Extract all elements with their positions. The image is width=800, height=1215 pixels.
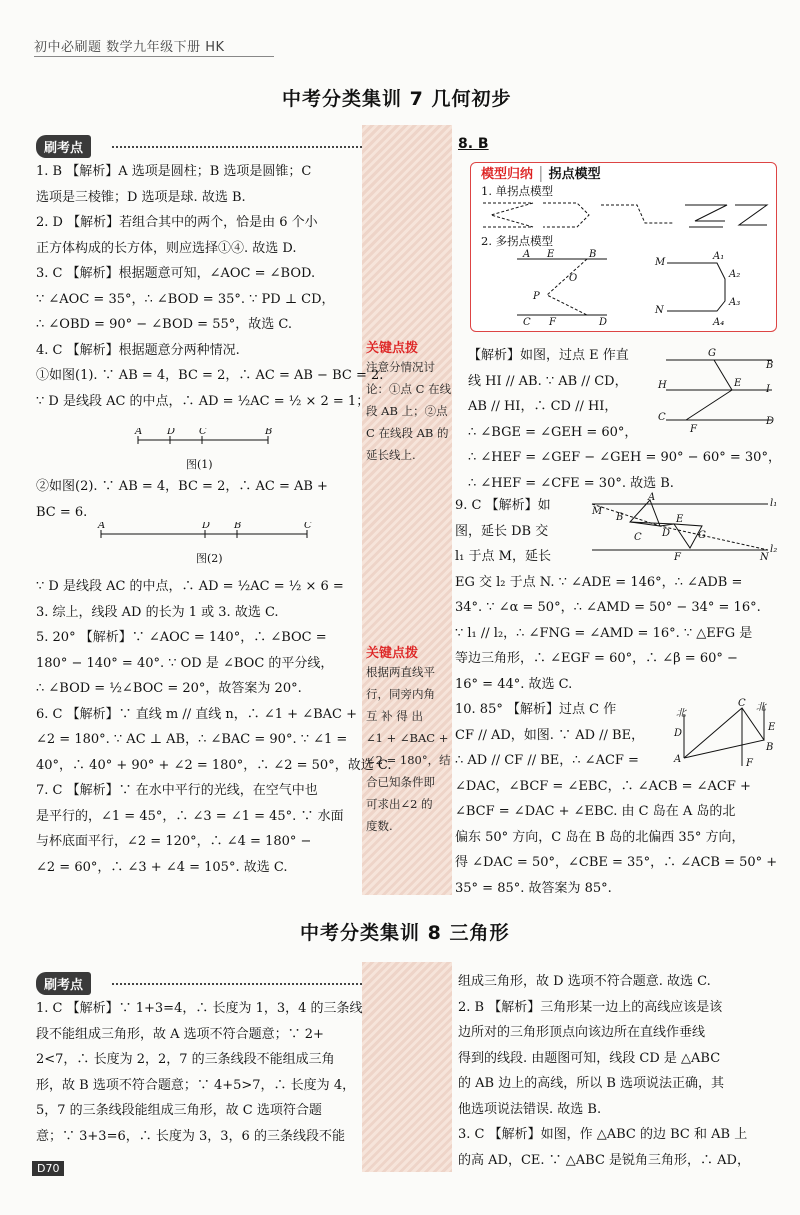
text-line: AB // HI，∴ CD // HI，	[468, 399, 618, 414]
svg-text:C: C	[634, 532, 642, 543]
text-line: 偏东 50° 方向，C 岛在 B 岛的北偏西 35° 方向，	[455, 829, 745, 845]
text-line: 等边三角形，∴ ∠EGF = 60°，∴ ∠β = 60° −	[455, 651, 738, 666]
svg-text:A₄: A₄	[713, 317, 725, 327]
key-tip-1-title: 关键点拨	[366, 341, 419, 356]
svg-text:D: D	[599, 317, 608, 327]
text-line: ∵ D 是线段 AC 的中点，∴ AD = ½AC = ½ × 2 = 1；	[36, 393, 370, 409]
svg-text:N: N	[760, 552, 769, 563]
model-summary-header: 模型归纳 | 拐点模型	[481, 163, 601, 182]
key-tip-2-body	[366, 661, 451, 837]
text-line: ∴ ∠BGE = ∠GEH = 60°，	[468, 424, 638, 440]
tip-line: C 在线段 AB 的	[366, 426, 449, 440]
section-8-left-text	[36, 996, 363, 1149]
svg-text:l₁: l₁	[770, 498, 778, 509]
page-number: D70	[32, 1161, 64, 1176]
text-line: 40°，∴ 40° + 90° + ∠2 = 180°，∴ ∠2 = 50°，故选 C.	[36, 757, 392, 773]
text-line: ∠2 = 180°. ∵ AC ⊥ AB，∴ ∠BAC = 90°. ∵ ∠1 =	[36, 732, 348, 747]
text-line: CF // AD，如图. ∵ AD // BE，	[455, 727, 645, 743]
svg-text:I: I	[766, 384, 770, 395]
text-line: 段不能组成三角形，故 A 选项不符合题意；∵ 2+	[36, 1026, 324, 1042]
svg-text:C: C	[738, 698, 746, 709]
svg-text:M: M	[592, 506, 603, 517]
svg-text:l₂: l₂	[770, 544, 778, 555]
text-line: 得 ∠DAC = 50°，∠CBE = 35°，∴ ∠ACB = 50° +	[455, 855, 778, 870]
svg-text:G: G	[708, 348, 716, 359]
tip-line: ∠1 + ∠BAC +	[366, 731, 449, 745]
q8-answer: 8. B	[458, 136, 489, 152]
tip-line: 延长线上.	[366, 448, 416, 462]
text-line: EG 交 l₂ 于点 N. ∵ ∠ADE = 146°，∴ ∠ADB =	[455, 574, 743, 590]
model-title: 模型归纳	[481, 167, 534, 182]
text-line: l₁ 于点 M，延长	[455, 549, 551, 564]
text-line: 边所对的三角形顶点向该边所在直线作垂线	[458, 1025, 706, 1040]
text-line: 与杯底面平行，∠2 = 120°，∴ ∠4 = 180° −	[36, 834, 312, 849]
single-turn-figures	[477, 201, 772, 233]
text-line: 5. 20° 【解析】∵ ∠AOC = 140°，∴ ∠BOC =	[36, 630, 327, 645]
text-line: 是平行的，∠1 = 45°，∴ ∠3 = ∠1 = 45°. ∵ 水面	[36, 808, 344, 824]
text-line: ∴ ∠HEF = ∠GEF − ∠GEH = 90° − 60° = 30°，	[468, 450, 781, 465]
section-7-left-text-a	[36, 159, 383, 414]
svg-text:北: 北	[756, 702, 766, 713]
svg-text:E: E	[676, 514, 684, 525]
text-line: ∴ AD // CF // BE，∴ ∠ACF =	[455, 753, 639, 768]
svg-text:D: D	[766, 416, 775, 427]
model-subtitle: 拐点模型	[548, 167, 601, 182]
q8-figure	[652, 340, 780, 440]
text-line: 1. B 【解析】A 选项是圆柱；B 选项是圆锥；C	[36, 164, 312, 179]
text-line: 34°. ∵ ∠α = 50°，∴ ∠AMD = 50° − 34° = 16°.	[455, 600, 761, 615]
section-7-left-text-c	[36, 574, 391, 880]
text-line: 意；∵ 3+3=6，∴ 长度为 3，3，6 的三条线段不能	[36, 1128, 345, 1144]
text-line: ∴ ∠OBD = 90° − ∠BOD = 55°，故选 C.	[36, 317, 293, 332]
key-tip-1	[366, 337, 451, 466]
point-label: D	[167, 428, 176, 437]
margin-note-strip	[362, 962, 452, 1172]
text-line: ②如图(2). ∵ AB = 4，BC = 2，∴ AC = AB +	[36, 479, 328, 494]
svg-text:B: B	[616, 512, 624, 523]
svg-text:D: D	[674, 728, 683, 739]
tip-line: 段 AB 上；②点	[366, 404, 448, 418]
tip-line: 注意分情况讨	[366, 360, 435, 374]
figure-2-caption: 图(2)	[196, 552, 223, 565]
text-line: 正方体构成的长方体，则应选择①④. 故选 D.	[36, 240, 297, 256]
key-tip-1-body	[366, 356, 451, 466]
text-line: 【解析】如图，过点 E 作直	[468, 348, 629, 363]
text-line: 的高 AD，CE. ∵ △ABC 是锐角三角形，∴ AD，	[458, 1152, 750, 1168]
text-line: 3. C 【解析】如图，作 △ABC 的边 BC 和 AB 上	[458, 1127, 748, 1142]
running-header: 初中必刷题 数学九年级下册 HK	[34, 40, 225, 55]
svg-text:F: F	[674, 552, 681, 563]
text-line: ∵ ∠AOC = 35°，∴ ∠BOD = 35°. ∵ PD ⊥ CD，	[36, 291, 335, 307]
svg-text:A: A	[674, 754, 682, 765]
text-line: 180° − 140° = 40°. ∵ OD 是 ∠BOC 的平分线，	[36, 655, 334, 671]
text-line: 4. C 【解析】根据题意分两种情况.	[36, 342, 240, 358]
text-line: 3. 综上，线段 AD 的长为 1 或 3. 故选 C.	[36, 604, 279, 620]
svg-text:N: N	[655, 305, 664, 316]
point-label: A	[98, 522, 106, 531]
tip-line: 论：①点 C 在线	[366, 382, 452, 396]
badge-label: 刷考点	[36, 972, 91, 995]
svg-text:E: E	[768, 722, 776, 733]
svg-text:A₁: A₁	[713, 251, 725, 262]
text-line: 7. C 【解析】∵ 在水中平行的光线，在空气中也	[36, 783, 318, 798]
section-8-title: 中考分类集训 8 三角形	[300, 922, 510, 944]
svg-text:E: E	[547, 249, 555, 260]
svg-text:C: C	[523, 317, 531, 327]
model-summary-box	[470, 162, 777, 332]
svg-text:A: A	[648, 492, 656, 503]
svg-text:O: O	[569, 273, 578, 284]
text-line: 组成三角形，故 D 选项不符合题意. 故选 C.	[458, 974, 711, 989]
text-line: 线 HI // AB. ∵ AB // CD，	[468, 373, 628, 389]
text-line: 他选项说法错误. 故选 B.	[458, 1101, 602, 1117]
tip-line: 互 补 得 出	[366, 709, 423, 723]
svg-text:B: B	[766, 742, 774, 753]
tip-line: 度数.	[366, 819, 393, 833]
point-label: C	[304, 522, 312, 531]
text-line: 3. C 【解析】根据题意可知，∠AOC = ∠BOD.	[36, 266, 316, 281]
svg-text:P: P	[533, 291, 540, 302]
svg-text:C: C	[658, 412, 666, 423]
badge-label: 刷考点	[36, 135, 91, 158]
tip-line: 根据两直线平	[366, 665, 435, 679]
section-7-left-text-b	[36, 474, 328, 525]
header-rule	[34, 56, 274, 57]
tip-line: ∠2 = 180°，结	[366, 753, 451, 767]
point-label: A	[135, 428, 143, 437]
svg-text:H: H	[658, 380, 667, 391]
dotted-rule	[112, 983, 362, 985]
svg-text:G: G	[698, 530, 706, 541]
svg-text:F: F	[746, 758, 753, 769]
tip-line: 可求出∠2 的	[366, 797, 433, 811]
multi-turn-figures	[477, 249, 772, 327]
q10-figure	[672, 696, 780, 770]
text-line: 16° = 44°. 故选 C.	[455, 676, 573, 692]
point-label: B	[234, 522, 242, 531]
text-line: 2<7，∴ 长度为 2，2，7 的三条线段不能组成三角	[36, 1052, 335, 1067]
point-label: C	[199, 428, 207, 437]
svg-text:M: M	[655, 257, 666, 268]
text-line: ∠DAC，∠BCF = ∠EBC，∴ ∠ACB = ∠ACF +	[455, 778, 751, 794]
point-label: D	[202, 522, 211, 531]
text-line: ∠2 = 60°，∴ ∠3 + ∠4 = 105°. 故选 C.	[36, 859, 288, 875]
text-line: ∴ ∠BOD = ½∠BOC = 20°，故答案为 20°.	[36, 681, 302, 696]
text-line: BC = 6.	[36, 504, 88, 520]
text-line: 2. D 【解析】若组合其中的两个，恰是由 6 个小	[36, 215, 318, 230]
text-line: ∠BCF = ∠DAC + ∠EBC. 由 C 岛在 A 岛的北	[455, 804, 736, 819]
text-line: ∵ D 是线段 AC 的中点，∴ AD = ½AC = ½ × 6 =	[36, 579, 344, 594]
text-line: 2. B 【解析】三角形某一边上的高线应该是该	[458, 999, 723, 1015]
tip-line: 合已知条件即	[366, 775, 435, 789]
svg-text:B: B	[589, 249, 597, 260]
svg-text:北: 北	[676, 708, 686, 719]
section-8-badge	[36, 972, 91, 995]
svg-text:F: F	[690, 424, 697, 435]
text-line: 得到的线段. 由题图可知，线段 CD 是 △ABC	[458, 1050, 721, 1066]
dotted-rule	[112, 146, 362, 148]
text-line: 35° = 85°. 故答案为 85°.	[455, 880, 612, 896]
text-line: ①如图(1). ∵ AB = 4，BC = 2，∴ AC = AB − BC = 2.	[36, 368, 384, 383]
section-8-right-text	[458, 969, 750, 1173]
section-7-title: 中考分类集训 7 几何初步	[282, 88, 512, 110]
text-line: ∵ l₁ // l₂，∴ ∠FNG = ∠AMD = 16°. ∵ △EFG 是	[455, 625, 753, 641]
text-line: 5，7 的三条线段能组成三角形，故 C 选项符合题	[36, 1103, 322, 1118]
svg-text:F: F	[549, 317, 556, 327]
text-line: 10. 85° 【解析】过点 C 作	[455, 702, 617, 717]
text-line: 6. C 【解析】∵ 直线 m // 直线 n，∴ ∠1 + ∠BAC +	[36, 706, 357, 722]
text-line: 选项是三棱锥；D 选项是球. 故选 B.	[36, 189, 246, 205]
key-tip-2-title: 关键点拨	[366, 646, 419, 661]
single-turn-label: 1. 单拐点模型	[481, 184, 554, 198]
svg-text:A₂: A₂	[729, 269, 741, 280]
multi-turn-label: 2. 多拐点模型	[481, 234, 554, 248]
svg-text:A: A	[523, 249, 531, 260]
text-line: ∴ ∠HEF = ∠CFE = 30°. 故选 B.	[468, 475, 674, 491]
text-line: 形，故 B 选项不符合题意；∵ 4+5>7，∴ 长度为 4，	[36, 1077, 356, 1093]
figure-1-caption: 图(1)	[186, 458, 213, 471]
text-line: 9. C 【解析】如	[455, 498, 551, 513]
svg-text:A₃: A₃	[729, 297, 741, 308]
svg-text:D: D	[662, 528, 671, 539]
point-label: B	[265, 428, 273, 437]
text-line: 的 AB 边上的高线，所以 B 选项说法正确，其	[458, 1076, 725, 1091]
svg-text:B: B	[766, 360, 774, 371]
text-line: 1. C 【解析】∵ 1+3=4，∴ 长度为 1，3，4 的三条线	[36, 1001, 363, 1016]
tip-line: 行，同旁内角	[366, 687, 435, 701]
q9-figure	[590, 488, 780, 566]
svg-text:E: E	[734, 378, 742, 389]
section-7-badge	[36, 135, 91, 158]
key-tip-2	[366, 642, 451, 837]
text-line: 图，延长 DB 交	[455, 523, 549, 539]
